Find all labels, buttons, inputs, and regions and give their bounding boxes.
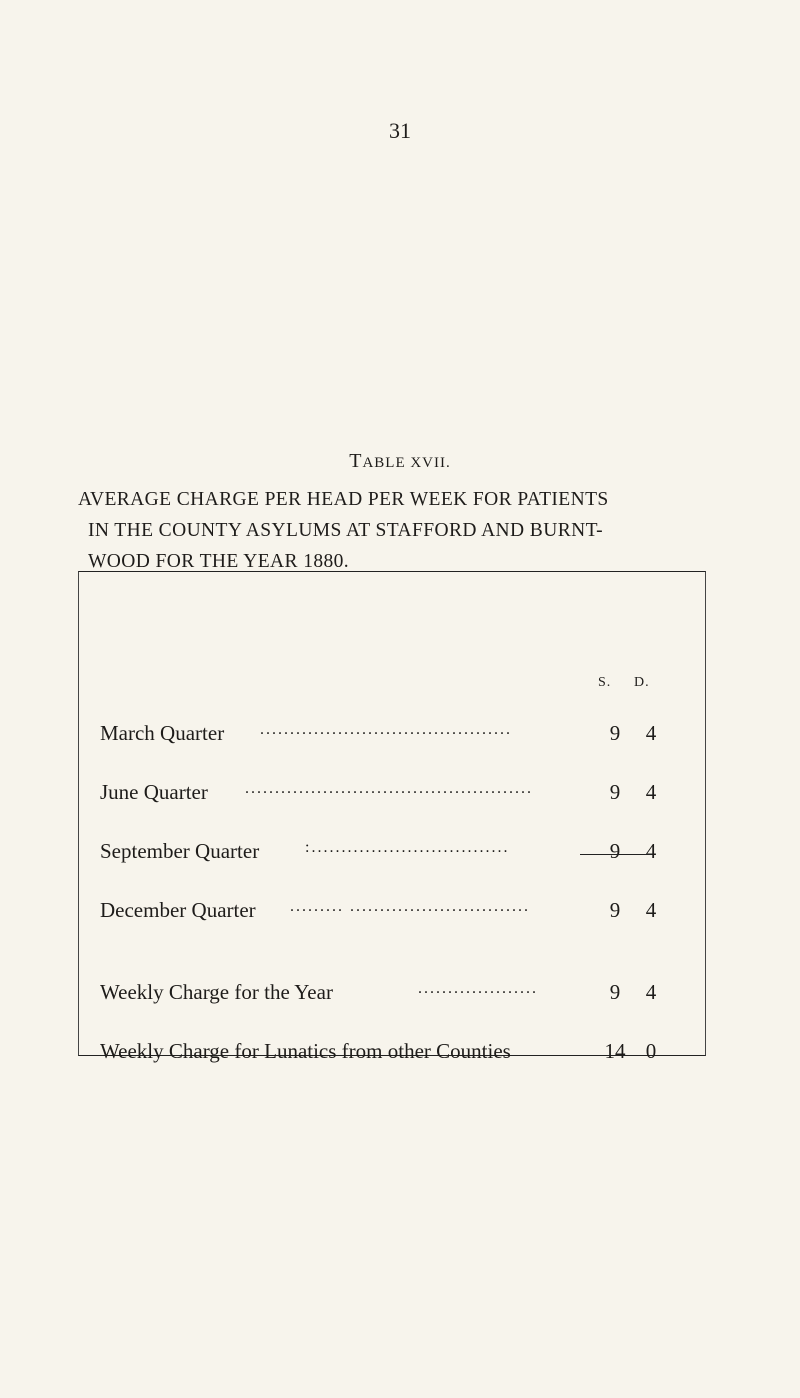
table-row	[100, 721, 660, 751]
heading-line: AVERAGE CHARGE PER HEAD PER WEEK FOR PATIENTS	[78, 489, 609, 510]
table-title-rest: ABLE XVII.	[362, 455, 451, 471]
row-pence: 0	[645, 1039, 657, 1063]
row-label: Weekly Charge for the Year	[100, 980, 333, 1004]
row-shillings: 9	[609, 839, 621, 863]
sum-rule	[580, 854, 652, 855]
table-row	[100, 780, 660, 810]
heading-line: IN THE COUNTY ASYLUMS AT STAFFORD AND BURNT-	[88, 520, 603, 541]
row-pence: 4	[645, 898, 657, 922]
row-pence: 4	[645, 839, 657, 863]
leader-dots: ....................	[418, 980, 538, 997]
column-header-pence: D.	[634, 675, 650, 690]
leader-dots: ......... ..............................	[290, 898, 530, 915]
row-label: March Quarter	[100, 721, 225, 745]
leader-dots: ..........................................	[260, 721, 512, 738]
row-shillings: 14	[604, 1039, 626, 1063]
row-label: December Quarter	[100, 898, 256, 922]
row-shillings: 9	[609, 898, 621, 922]
total-row	[100, 1039, 660, 1069]
page-number: 31	[389, 118, 411, 143]
row-pence: 4	[645, 980, 657, 1004]
column-header-shillings: S.	[598, 675, 612, 690]
leader-dots: :.................................	[305, 839, 510, 856]
heading-line: WOOD FOR THE YEAR 1880.	[88, 551, 350, 572]
row-pence: 4	[645, 780, 657, 804]
row-pence: 4	[645, 721, 657, 745]
row-shillings: 9	[609, 980, 621, 1004]
table-row	[100, 898, 660, 928]
table-heading	[78, 484, 738, 577]
table-title	[0, 450, 800, 473]
table-title-initial: T	[349, 450, 363, 472]
row-shillings: 9	[609, 721, 621, 745]
row-label: September Quarter	[100, 839, 260, 863]
leader-dots: ................................................	[245, 780, 533, 797]
total-row	[100, 980, 660, 1010]
row-shillings: 9	[609, 780, 621, 804]
table-row	[100, 839, 660, 869]
row-label: Weekly Charge for Lunatics from other Counties	[100, 1039, 511, 1063]
row-label: June Quarter	[100, 780, 208, 804]
